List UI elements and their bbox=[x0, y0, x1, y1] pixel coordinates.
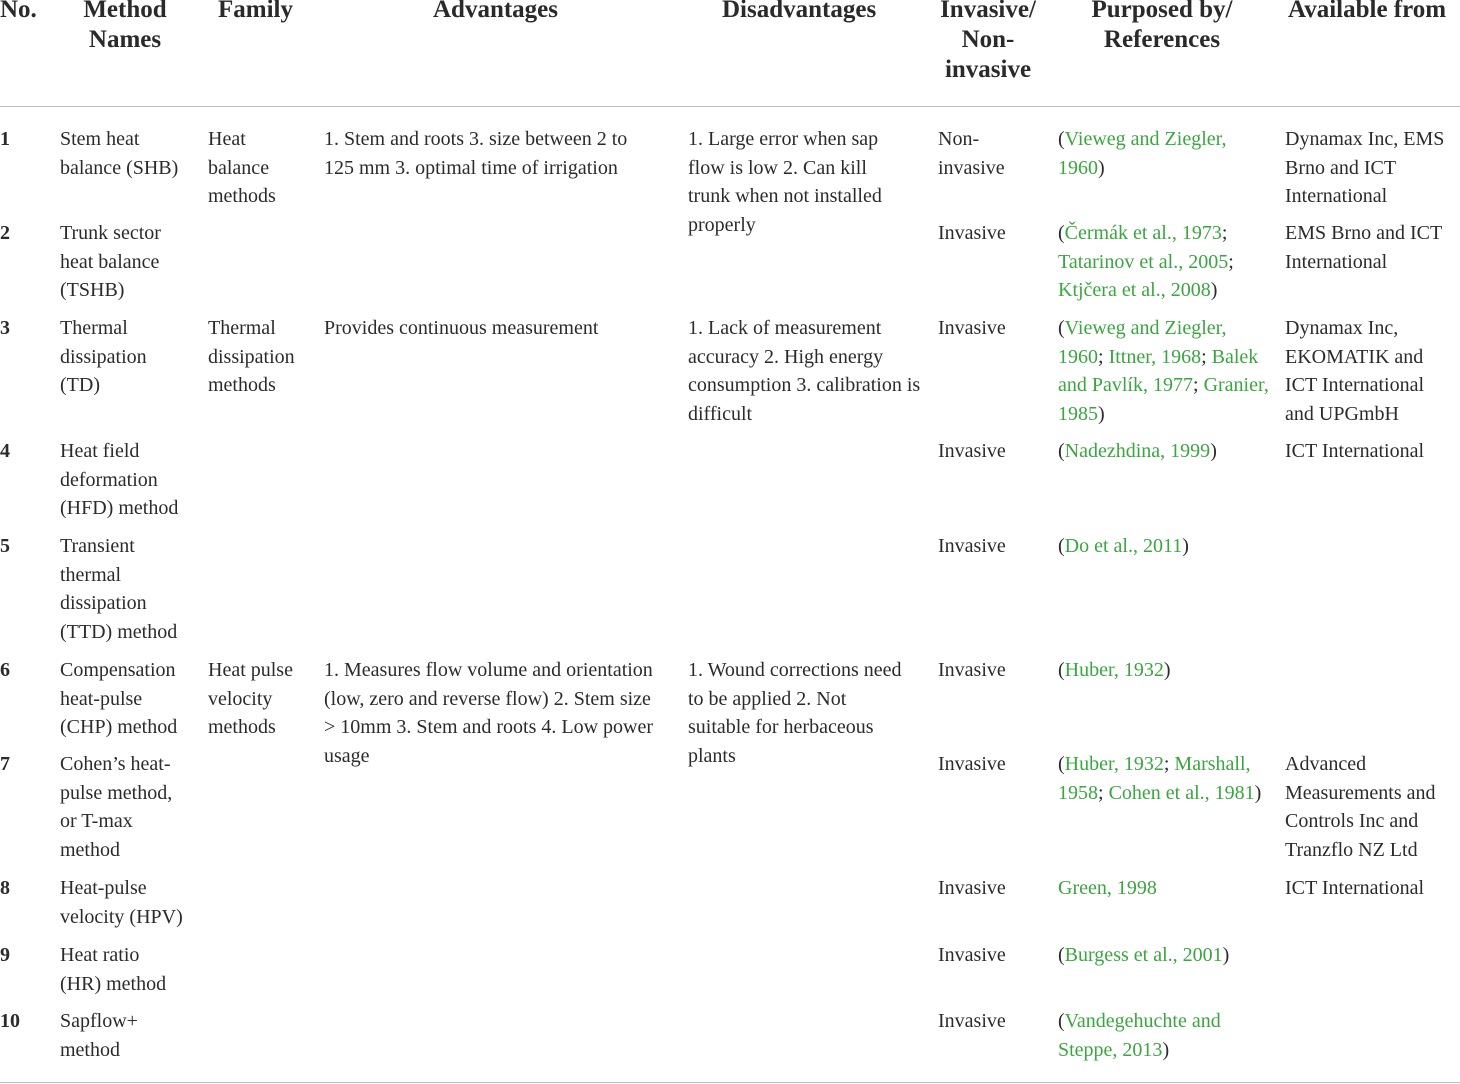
family-name: Heat pulse velocity methods bbox=[208, 659, 293, 739]
invasive-value: Invasive bbox=[938, 1010, 1006, 1032]
reference-punctuation: ; bbox=[1098, 781, 1109, 804]
invasive-value: Invasive bbox=[938, 944, 1006, 966]
reference-punctuation: ( bbox=[1058, 1010, 1065, 1032]
method-name: Heat field deformation (HFD) method bbox=[60, 440, 179, 520]
references bbox=[1058, 314, 1270, 429]
reference-punctuation: ( bbox=[1058, 317, 1065, 339]
reference-punctuation: ) bbox=[1210, 440, 1217, 462]
method-name: Heat-pulse velocity (HPV) bbox=[60, 877, 183, 928]
reference-link[interactable]: Tatarinov et al., 2005 bbox=[1058, 250, 1229, 273]
advantages-text: 1. Stem and roots 3. size between 2 to 125 mm 3. optimal time of irrigation bbox=[324, 128, 628, 179]
reference-punctuation: ) bbox=[1162, 1038, 1170, 1061]
method-name: Sapflow+ method bbox=[60, 1010, 138, 1061]
reference-punctuation: ) bbox=[1210, 279, 1218, 302]
reference-link[interactable]: Huber, 1932 bbox=[1064, 753, 1164, 775]
method-name: Heat ratio (HR) method bbox=[60, 944, 167, 995]
header-invasive: Invasive/ Non- invasive bbox=[940, 0, 1036, 83]
header-no: No. bbox=[0, 0, 37, 23]
available-from: ICT International bbox=[1285, 440, 1425, 462]
invasive-value: Invasive bbox=[938, 659, 1006, 681]
method-name: Cohen’s heat-pulse method, or T-max method bbox=[60, 753, 173, 862]
invasive-value: Invasive bbox=[938, 222, 1006, 244]
method-name: Transient thermal dissipation (TTD) method bbox=[60, 535, 178, 644]
header-rule bbox=[0, 106, 1460, 107]
row-number: 1 bbox=[0, 128, 10, 150]
reference-link[interactable]: Balek and Pavlík, 1977 bbox=[1058, 345, 1259, 397]
reference-link[interactable]: Marshall, 1958 bbox=[1058, 753, 1251, 804]
row-number: 2 bbox=[0, 222, 10, 244]
reference-punctuation: ( bbox=[1058, 440, 1065, 462]
reference-link[interactable]: Vieweg and Ziegler, 1960 bbox=[1058, 317, 1227, 368]
references bbox=[1058, 532, 1270, 561]
reference-link[interactable]: Ittner, 1968 bbox=[1108, 345, 1202, 368]
method-name: Trunk sector heat balance (TSHB) bbox=[60, 222, 161, 302]
reference-punctuation: ( bbox=[1058, 128, 1065, 150]
reference-link[interactable]: Vieweg and Ziegler, 1960 bbox=[1058, 128, 1227, 179]
reference-link[interactable]: Do et al., 2011 bbox=[1064, 535, 1183, 557]
references bbox=[1058, 941, 1270, 970]
row-number: 8 bbox=[0, 877, 10, 899]
reference-link[interactable]: Burgess et al., 2001 bbox=[1064, 944, 1223, 966]
references bbox=[1058, 874, 1270, 903]
row-number: 4 bbox=[0, 440, 10, 462]
reference-link[interactable]: Vandegehuchte and Steppe, 2013 bbox=[1058, 1010, 1221, 1061]
reference-link[interactable]: Nadezhdina, 1999 bbox=[1064, 440, 1211, 462]
reference-link[interactable]: Green, 1998 bbox=[1058, 877, 1157, 899]
header-advantages: Advantages bbox=[433, 0, 559, 23]
header-method-names: Method Names bbox=[83, 0, 167, 53]
row-number: 6 bbox=[0, 659, 10, 681]
method-name: Compensation heat-pulse (CHP) method bbox=[60, 659, 178, 739]
reference-punctuation: ) bbox=[1163, 659, 1171, 681]
reference-punctuation: ) bbox=[1098, 156, 1105, 179]
references bbox=[1058, 219, 1266, 305]
reference-link[interactable]: Granier, 1985 bbox=[1058, 374, 1269, 426]
reference-punctuation: ; bbox=[1163, 753, 1175, 775]
reference-punctuation: ) bbox=[1098, 403, 1105, 426]
row-number: 3 bbox=[0, 317, 10, 339]
header-available-from: Available from bbox=[1288, 0, 1447, 23]
invasive-value: Non-invasive bbox=[938, 128, 1005, 179]
available-from: ICT International bbox=[1285, 877, 1425, 899]
reference-punctuation: ; bbox=[1228, 250, 1234, 273]
header-purposed-by: Purposed by/ References bbox=[1091, 0, 1233, 53]
reference-punctuation: ; bbox=[1098, 345, 1109, 368]
header-family: Family bbox=[218, 0, 293, 23]
reference-punctuation: ) bbox=[1182, 535, 1189, 557]
reference-punctuation: ( bbox=[1058, 753, 1065, 775]
available-from: Dynamax Inc, EKOMATIK and ICT International and UPGmbH bbox=[1285, 317, 1425, 426]
references bbox=[1058, 1007, 1248, 1064]
available-from: EMS Brno and ICT International bbox=[1285, 222, 1442, 273]
references bbox=[1058, 125, 1248, 182]
disadvantages-text: 1. Large error when sap flow is low 2. Can kill trunk when not installed properly bbox=[688, 128, 882, 237]
references bbox=[1058, 656, 1270, 685]
reference-link[interactable]: Ktjčera et al., 2008 bbox=[1058, 279, 1211, 302]
available-from: Advanced Measurements and Controls Inc and Tranzflo NZ Ltd bbox=[1285, 753, 1436, 862]
header-disadvantages: Disadvantages bbox=[722, 0, 877, 23]
disadvantages-text: 1. Lack of measurement accuracy 2. High energy consumption 3. calibration is difficult bbox=[688, 317, 921, 426]
row-number: 9 bbox=[0, 944, 10, 966]
row-number: 5 bbox=[0, 535, 10, 557]
reference-punctuation: ) bbox=[1222, 944, 1230, 966]
reference-punctuation: ; bbox=[1201, 345, 1212, 368]
invasive-value: Invasive bbox=[938, 535, 1006, 557]
row-number: 7 bbox=[0, 753, 10, 775]
invasive-value: Invasive bbox=[938, 440, 1006, 462]
reference-punctuation: ( bbox=[1058, 222, 1065, 244]
reference-link[interactable]: Huber, 1932 bbox=[1064, 659, 1164, 681]
invasive-value: Invasive bbox=[938, 877, 1006, 899]
invasive-value: Invasive bbox=[938, 317, 1006, 339]
references bbox=[1058, 750, 1270, 807]
bottom-rule bbox=[0, 1082, 1460, 1083]
method-name: Thermal dissipation (TD) bbox=[60, 317, 147, 397]
reference-punctuation: ) bbox=[1254, 781, 1262, 804]
row-number: 10 bbox=[0, 1010, 20, 1032]
advantages-text: Provides continuous measurement bbox=[324, 317, 599, 339]
reference-punctuation: ; bbox=[1221, 222, 1228, 244]
disadvantages-text: 1. Wound corrections need to be applied 2. Not suitable for herbaceous plants bbox=[688, 659, 902, 768]
reference-link[interactable]: Čermák et al., 1973 bbox=[1064, 222, 1222, 244]
advantages-text: 1. Measures flow volume and orientation (low, zero and reverse flow) 2. Stem size > 10mm 3. Stem and roots 4. Low power usage bbox=[324, 659, 654, 768]
reference-punctuation: ( bbox=[1058, 944, 1065, 966]
reference-punctuation: ; bbox=[1193, 374, 1204, 397]
available-from: Dynamax Inc, EMS Brno and ICT International bbox=[1285, 128, 1445, 208]
family-name: Thermal dissipation methods bbox=[208, 317, 295, 397]
family-name: Heat balance methods bbox=[208, 128, 276, 208]
reference-link[interactable]: Cohen et al., 1981 bbox=[1108, 781, 1255, 804]
method-name: Stem heat balance (SHB) bbox=[60, 128, 179, 179]
invasive-value: Invasive bbox=[938, 753, 1006, 775]
reference-punctuation: ( bbox=[1058, 535, 1065, 557]
reference-punctuation: ( bbox=[1058, 659, 1065, 681]
references bbox=[1058, 437, 1270, 466]
